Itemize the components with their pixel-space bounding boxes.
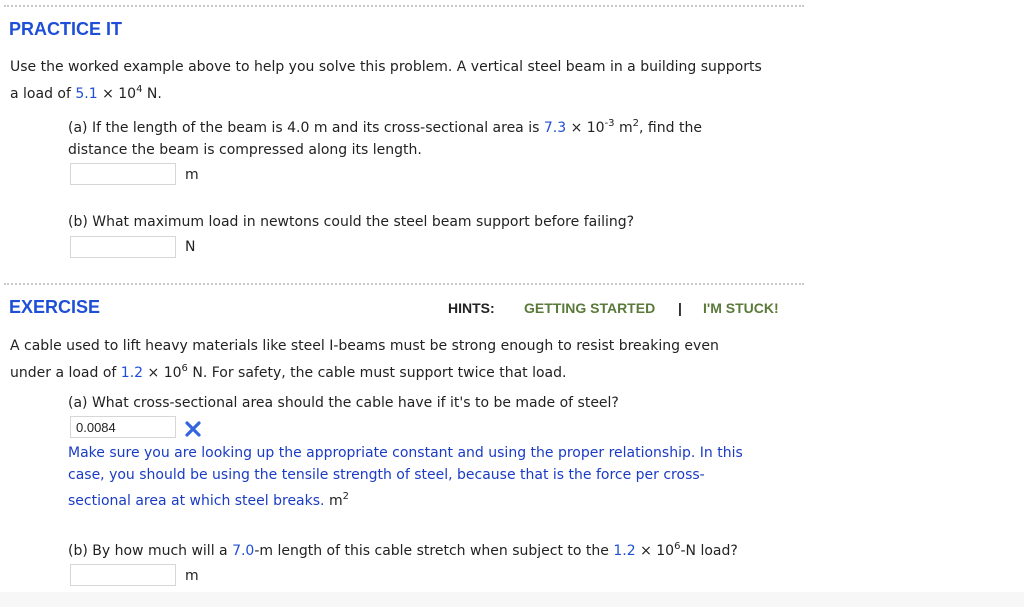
practice-title: PRACTICE IT (9, 19, 123, 39)
practice-a-answer-input[interactable] (70, 163, 176, 185)
exercise-intro-line1: A cable used to lift heavy materials like steel I-beams must be strong enough to resist breaking even (10, 338, 719, 354)
bottom-bar (0, 592, 1024, 607)
practice-intro-line1: Use the worked example above to help you solve this problem. A vertical steel beam in a building supports (10, 59, 762, 75)
feedback-line2: case, you should be using the tensile strength of steel, because that is the force per cross- (68, 467, 705, 483)
practice-question-b: (b) What maximum load in newtons could the steel beam support before failing? (68, 214, 635, 230)
incorrect-x-icon (184, 420, 202, 438)
practice-question-a-line2: distance the beam is compressed along its length. (68, 142, 422, 158)
feedback-line3: sectional area at which steel breaks. $m^2$ (68, 491, 349, 509)
hint-separator: | (678, 300, 682, 316)
exercise-title: EXERCISE (9, 297, 101, 317)
exercise-a-answer-input[interactable]: 0.0084 (70, 416, 176, 438)
exercise-question-a: (a) What cross-sectional area should the cable have if it's to be made of steel? (68, 395, 619, 411)
exercise-b-answer-input[interactable] (70, 564, 176, 586)
hints-label: HINTS: (448, 300, 495, 316)
exercise-b-unit: m (185, 568, 199, 584)
feedback-line1: Make sure you are looking up the appropriate constant and using the proper relationship. In this (68, 445, 743, 461)
hint-im-stuck-link[interactable]: I'M STUCK! (703, 300, 779, 316)
top-divider (4, 5, 804, 7)
exercise-intro-line2: under a load of $1.2 \times 10^6$ N. For safety, the cable must support twice that load. (10, 363, 567, 381)
practice-intro-line2: a load of $5.1 \times 10^4$ N. (10, 84, 162, 102)
practice-question-a-line1: (a) If the length of the beam is 4.0 m and its cross-sectional area is $7.3 \times 10^{-3}$ $m^2$, find the (68, 118, 702, 136)
practice-b-answer-input[interactable] (70, 236, 176, 258)
section-divider (4, 283, 804, 285)
practice-b-unit: N (185, 239, 196, 255)
exercise-question-b: (b) By how much will a 7.0-m length of this cable stretch when subject to the $1.2 \times 10^6-N$ load? (68, 541, 738, 559)
hint-getting-started-link[interactable]: GETTING STARTED (524, 300, 656, 316)
practice-a-unit: m (185, 167, 199, 183)
